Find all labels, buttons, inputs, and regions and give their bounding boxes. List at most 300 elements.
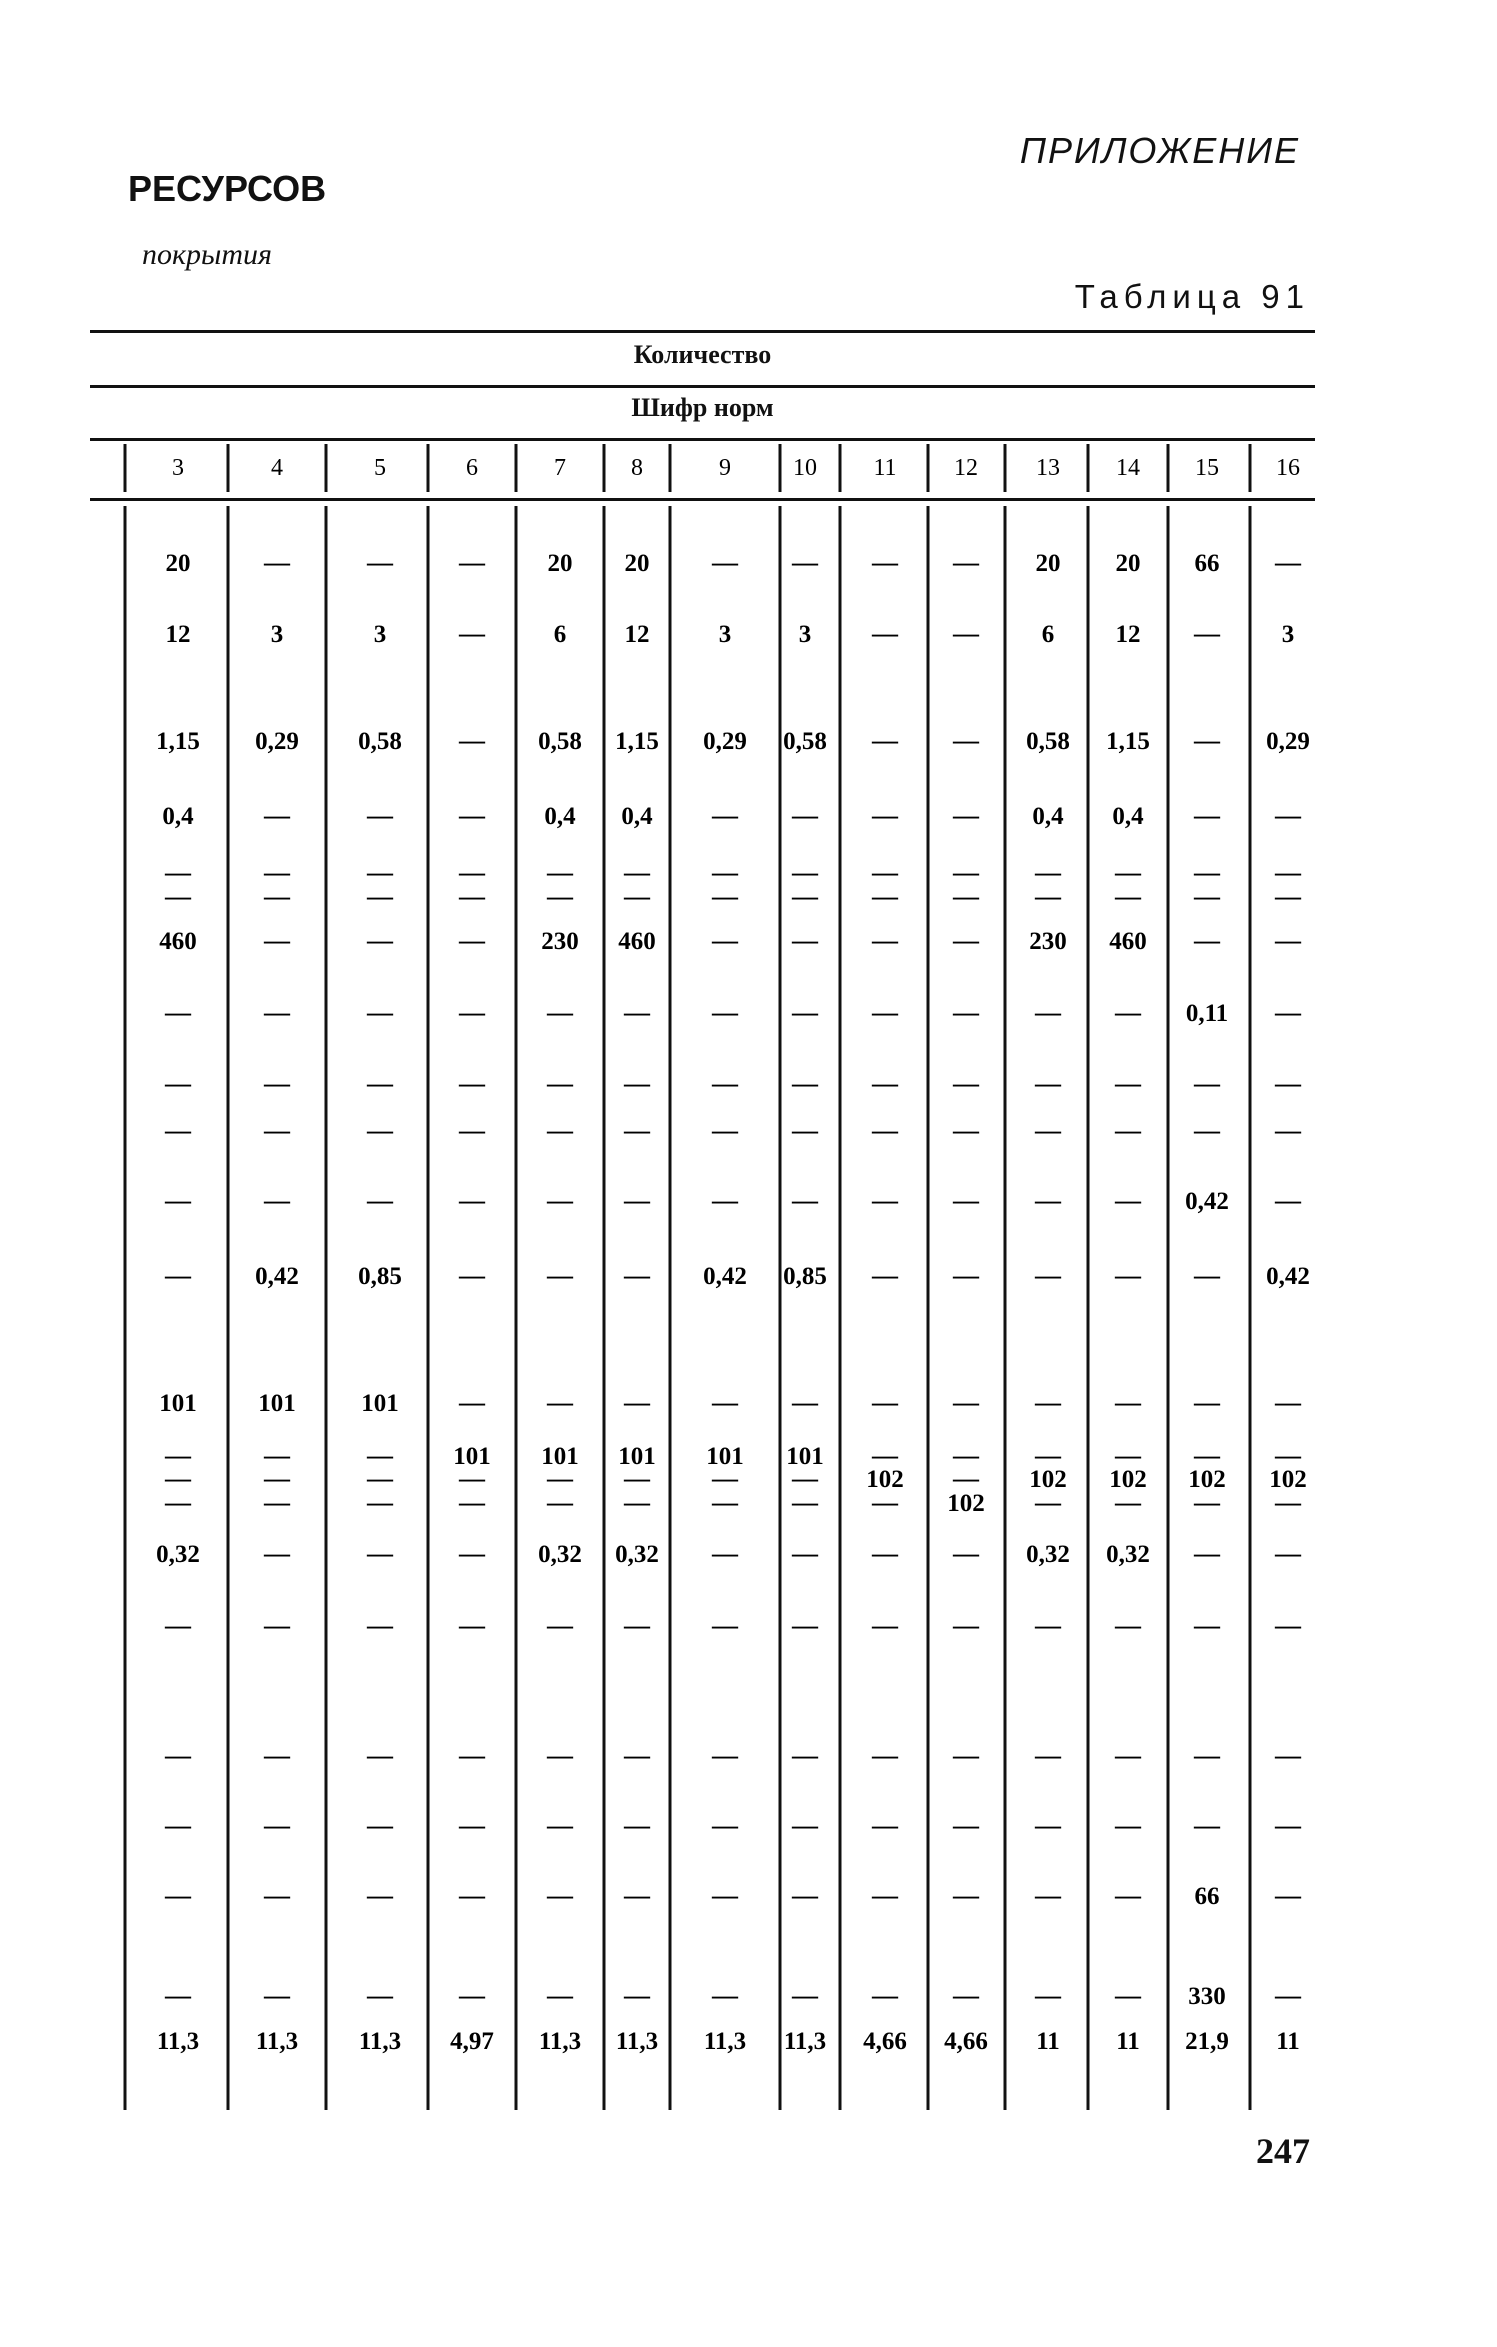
table-cell-dash: — <box>1275 1186 1301 1215</box>
table-cell: 20 <box>1035 550 1061 577</box>
table-cell-dash: — <box>367 882 393 911</box>
table-cell-dash: — <box>624 1186 650 1215</box>
table-cell: 11,3 <box>538 2028 582 2055</box>
table-cell-dash: — <box>367 1441 393 1470</box>
table-cell: 12 <box>165 621 191 648</box>
table-cell-dash: — <box>624 998 650 1027</box>
table-cell-dash: — <box>792 1881 818 1910</box>
table-cell: 66 <box>1194 1883 1220 1910</box>
table-cell-dash: — <box>712 998 738 1027</box>
table-cell-dash: — <box>624 858 650 887</box>
table-cell: 3 <box>373 621 387 648</box>
table-cell: 101 <box>706 1443 744 1470</box>
table-cell-dash: — <box>712 858 738 887</box>
table-cell-dash: — <box>165 1116 191 1145</box>
table-cell-dash: — <box>459 801 485 830</box>
table-cell-dash: — <box>1194 1388 1220 1417</box>
table-cell-dash: — <box>264 1881 290 1910</box>
table-cell: 6 <box>553 621 567 648</box>
table-cell-dash: — <box>367 1186 393 1215</box>
table-cell-dash: — <box>367 1539 393 1568</box>
table-cell: 20 <box>165 550 191 577</box>
table-cell-dash: — <box>1275 1741 1301 1770</box>
table-cell: 11,3 <box>156 2028 200 2055</box>
table-cell-dash: — <box>1115 1981 1141 2010</box>
table-cell-dash: — <box>712 1388 738 1417</box>
table-cell-dash: — <box>953 1441 979 1470</box>
table-cell-dash: — <box>712 926 738 955</box>
table-cell-dash: — <box>1275 1388 1301 1417</box>
table-cell-dash: — <box>872 1069 898 1098</box>
table-cell-dash: — <box>953 619 979 648</box>
table-cell-dash: — <box>367 1488 393 1517</box>
table-cell: 11 <box>1116 2028 1140 2055</box>
table-cell-dash: — <box>624 1811 650 1840</box>
table-cell-dash: — <box>547 858 573 887</box>
table-cell: 460 <box>618 928 656 955</box>
table-cell-dash: — <box>1035 1441 1061 1470</box>
table-cell-dash: — <box>459 882 485 911</box>
table-cell: 460 <box>1109 928 1147 955</box>
table-cell-dash: — <box>1115 1741 1141 1770</box>
table-cell: 3 <box>270 621 284 648</box>
table-cell-dash: — <box>1115 1261 1141 1290</box>
table-cell: 4,66 <box>944 2028 988 2055</box>
table-cell-dash: — <box>547 1981 573 2010</box>
table-cell-dash: — <box>547 1261 573 1290</box>
table-cell-dash: — <box>1035 1116 1061 1145</box>
table-cell-dash: — <box>792 1388 818 1417</box>
table-cell: 0,4 <box>621 803 653 830</box>
table-cell-dash: — <box>264 1539 290 1568</box>
table-cell: 0,29 <box>255 728 299 755</box>
table-cell-dash: — <box>264 926 290 955</box>
table-cell: 12 <box>1115 621 1141 648</box>
table-cell-dash: — <box>1035 1069 1061 1098</box>
table-cell-dash: — <box>624 1464 650 1493</box>
table-cell-dash: — <box>624 1488 650 1517</box>
table-cell-dash: — <box>547 1388 573 1417</box>
table-cell: 101 <box>453 1443 491 1470</box>
table-cell-dash: — <box>459 998 485 1027</box>
table-cell-dash: — <box>872 1388 898 1417</box>
table-cell-dash: — <box>547 998 573 1027</box>
table-cell: 0,4 <box>1032 803 1064 830</box>
table-cell-dash: — <box>1275 858 1301 887</box>
table-cell-dash: — <box>367 548 393 577</box>
table-cell-dash: — <box>712 1116 738 1145</box>
table-cell-dash: — <box>459 1488 485 1517</box>
table-cell-dash: — <box>792 1539 818 1568</box>
table-cell-dash: — <box>1035 1488 1061 1517</box>
table-cell-dash: — <box>547 1488 573 1517</box>
table-cell-dash: — <box>367 998 393 1027</box>
table-cell-dash: — <box>792 1611 818 1640</box>
table-cell-dash: — <box>712 882 738 911</box>
table-cell-dash: — <box>264 1488 290 1517</box>
table-cell-dash: — <box>459 1539 485 1568</box>
table-cell-dash: — <box>367 926 393 955</box>
table-cell: 1,15 <box>615 728 659 755</box>
table-cell-dash: — <box>872 882 898 911</box>
table-cell-dash: — <box>165 1069 191 1098</box>
table-cell-dash: — <box>953 926 979 955</box>
table-cell-dash: — <box>872 1186 898 1215</box>
table-cell-dash: — <box>459 1881 485 1910</box>
table-cell-dash: — <box>1275 926 1301 955</box>
table-cell: 0,32 <box>1026 1541 1070 1568</box>
table-cell-dash: — <box>872 548 898 577</box>
table-cell-dash: — <box>1194 1611 1220 1640</box>
table-cell: 0,32 <box>156 1541 200 1568</box>
table-cell-dash: — <box>264 1611 290 1640</box>
table-cell-dash: — <box>459 926 485 955</box>
table-cell-dash: — <box>1115 1069 1141 1098</box>
table-cell-dash: — <box>264 858 290 887</box>
table-cell-dash: — <box>1115 1611 1141 1640</box>
table-cell-dash: — <box>1194 726 1220 755</box>
table-cell: 0,11 <box>1185 1000 1229 1027</box>
table-cell-dash: — <box>1115 858 1141 887</box>
table-cell-dash: — <box>792 1069 818 1098</box>
table-cell-dash: — <box>712 1488 738 1517</box>
table-cell-dash: — <box>459 1741 485 1770</box>
table-cell-dash: — <box>953 801 979 830</box>
table-cell: 20 <box>624 550 650 577</box>
table-cell-dash: — <box>367 1881 393 1910</box>
table-cell-dash: — <box>264 882 290 911</box>
table-cell-dash: — <box>1035 1186 1061 1215</box>
column-header-6: 6 <box>466 455 478 481</box>
table-cell-dash: — <box>264 1981 290 2010</box>
table-cell-dash: — <box>792 1488 818 1517</box>
table-cell: 11,3 <box>255 2028 299 2055</box>
table-cell: 0,42 <box>255 1263 299 1290</box>
table-cell: 0,42 <box>1185 1188 1229 1215</box>
table-cell-dash: — <box>1275 1811 1301 1840</box>
table-cell-dash: — <box>712 1464 738 1493</box>
table-cell: 4,97 <box>450 2028 494 2055</box>
table-cell-dash: — <box>1194 1741 1220 1770</box>
table-cell-dash: — <box>459 619 485 648</box>
table-cell-dash: — <box>547 1881 573 1910</box>
table-cell-dash: — <box>547 1464 573 1493</box>
table-cell-dash: — <box>1194 619 1220 648</box>
table-cell-dash: — <box>624 1261 650 1290</box>
table-cell-dash: — <box>1275 548 1301 577</box>
table-cell: 1,15 <box>156 728 200 755</box>
table-cell-dash: — <box>1035 858 1061 887</box>
page-title: РЕСУРСОВ <box>128 168 327 209</box>
table-cell-dash: — <box>1194 858 1220 887</box>
table-cell: 230 <box>1029 928 1067 955</box>
table-cell-dash: — <box>165 1441 191 1470</box>
table-cell-dash: — <box>712 801 738 830</box>
table-cell: 11,3 <box>703 2028 747 2055</box>
table-cell-dash: — <box>1035 998 1061 1027</box>
table-cell-dash: — <box>1194 1116 1220 1145</box>
column-header-13: 13 <box>1036 455 1060 481</box>
column-header-12: 12 <box>954 455 978 481</box>
table-cell-dash: — <box>165 858 191 887</box>
table-cell: 0,29 <box>1266 728 1310 755</box>
table-cell: 101 <box>159 1390 197 1417</box>
table-cell-dash: — <box>459 548 485 577</box>
table-cell: 6 <box>1041 621 1055 648</box>
page-number: 247 <box>1256 2131 1310 2171</box>
table-cell: 1,15 <box>1106 728 1150 755</box>
table-cell-dash: — <box>1275 1611 1301 1640</box>
table-cell-dash: — <box>953 1464 979 1493</box>
table-cell-dash: — <box>624 882 650 911</box>
table-cell-dash: — <box>953 1069 979 1098</box>
table-cell-dash: — <box>1115 882 1141 911</box>
table-cell-dash: — <box>872 1488 898 1517</box>
table-cell-dash: — <box>459 858 485 887</box>
page-subtitle: покрытия <box>142 238 272 271</box>
table-cell: 11 <box>1036 2028 1060 2055</box>
table-cell-dash: — <box>792 998 818 1027</box>
table-cell-dash: — <box>1115 1116 1141 1145</box>
table-cell-dash: — <box>547 882 573 911</box>
table-cell: 4,66 <box>863 2028 907 2055</box>
table-label: Таблица 91 <box>1074 278 1310 315</box>
table-cell-dash: — <box>264 801 290 830</box>
table-cell: 0,58 <box>1026 728 1070 755</box>
table-cell: 102 <box>947 1490 985 1517</box>
table-cell-dash: — <box>872 858 898 887</box>
table-cell-dash: — <box>264 998 290 1027</box>
table-cell-dash: — <box>872 926 898 955</box>
table-cell: 0,42 <box>703 1263 747 1290</box>
table-cell-dash: — <box>953 1811 979 1840</box>
table-cell-dash: — <box>1194 1441 1220 1470</box>
table-cell-dash: — <box>792 882 818 911</box>
table-cell-dash: — <box>264 548 290 577</box>
table-cell-dash: — <box>1275 1116 1301 1145</box>
table-cell-dash: — <box>872 1539 898 1568</box>
table-cell-dash: — <box>367 1464 393 1493</box>
table-cell-dash: — <box>1275 998 1301 1027</box>
table-cell: 11,3 <box>615 2028 659 2055</box>
column-header-8: 8 <box>631 455 643 481</box>
table-cell-dash: — <box>872 1116 898 1145</box>
table-cell-dash: — <box>792 1464 818 1493</box>
table-cell-dash: — <box>367 1611 393 1640</box>
column-header-15: 15 <box>1195 455 1219 481</box>
table-cell-dash: — <box>712 548 738 577</box>
column-header-7: 7 <box>554 455 566 481</box>
table-cell: 0,85 <box>358 1263 402 1290</box>
table-cell-dash: — <box>712 1741 738 1770</box>
table-cell-dash: — <box>165 1611 191 1640</box>
table-cell-dash: — <box>459 1069 485 1098</box>
table-cell-dash: — <box>953 1116 979 1145</box>
table-cell-dash: — <box>264 1069 290 1098</box>
table-cell-dash: — <box>872 1981 898 2010</box>
table-cell-dash: — <box>1194 1069 1220 1098</box>
table-cell: 101 <box>258 1390 296 1417</box>
table-cell-dash: — <box>792 926 818 955</box>
table-cell-dash: — <box>264 1116 290 1145</box>
table-cell-dash: — <box>953 1881 979 1910</box>
table-cell-dash: — <box>1194 1488 1220 1517</box>
table-cell: 0,32 <box>615 1541 659 1568</box>
table-cell-dash: — <box>1275 882 1301 911</box>
table-cell-dash: — <box>1194 926 1220 955</box>
table-cell-dash: — <box>953 1186 979 1215</box>
table-cell-dash: — <box>165 882 191 911</box>
table-cell-dash: — <box>165 1981 191 2010</box>
table-cell-dash: — <box>1194 882 1220 911</box>
table-cell-dash: — <box>1115 1186 1141 1215</box>
table-cell: 102 <box>1109 1466 1147 1493</box>
table-cell: 0,4 <box>1112 803 1144 830</box>
table-cell-dash: — <box>953 1539 979 1568</box>
column-header-9: 9 <box>719 455 731 481</box>
table-cell-dash: — <box>1115 1388 1141 1417</box>
table-cell: 11,3 <box>358 2028 402 2055</box>
table-cell: 101 <box>786 1443 824 1470</box>
table-cell: 0,58 <box>538 728 582 755</box>
table-cell-dash: — <box>624 1741 650 1770</box>
table-cell-dash: — <box>264 1441 290 1470</box>
table-cell-dash: — <box>953 548 979 577</box>
table-cell-dash: — <box>547 1069 573 1098</box>
table-cell-dash: — <box>367 1069 393 1098</box>
table-cell-dash: — <box>872 1811 898 1840</box>
table-cell: 102 <box>1188 1466 1226 1493</box>
table-cell-dash: — <box>953 726 979 755</box>
table-cell-dash: — <box>459 1261 485 1290</box>
table-cell-dash: — <box>792 1981 818 2010</box>
table-cell-dash: — <box>264 1741 290 1770</box>
column-header-10: 10 <box>793 455 817 481</box>
table-cell-dash: — <box>792 548 818 577</box>
table-cell: 0,58 <box>783 728 827 755</box>
table-cell: 11 <box>1276 2028 1300 2055</box>
table-cell: 0,4 <box>162 803 194 830</box>
table-cell-dash: — <box>459 1611 485 1640</box>
table-cell-dash: — <box>264 1186 290 1215</box>
table-cell: 21,9 <box>1185 2028 1229 2055</box>
table-cell-dash: — <box>547 1741 573 1770</box>
table-cell-dash: — <box>1275 1069 1301 1098</box>
table-cell-dash: — <box>953 1611 979 1640</box>
table-cell-dash: — <box>953 1388 979 1417</box>
table-cell-dash: — <box>367 1981 393 2010</box>
table-cell-dash: — <box>1035 1811 1061 1840</box>
table-cell-dash: — <box>872 998 898 1027</box>
table-cell-dash: — <box>459 1981 485 2010</box>
table-cell: 230 <box>541 928 579 955</box>
table-cell-dash: — <box>953 1981 979 2010</box>
table-cell: 20 <box>1115 550 1141 577</box>
table-cell-dash: — <box>1194 1811 1220 1840</box>
table-cell-dash: — <box>1115 1811 1141 1840</box>
table-cell: 102 <box>1269 1466 1307 1493</box>
table-cell-dash: — <box>459 726 485 755</box>
table-cell-dash: — <box>872 1261 898 1290</box>
table-cell-dash: — <box>264 1464 290 1493</box>
table-cell-dash: — <box>165 1881 191 1910</box>
table-cell: 0,4 <box>544 803 576 830</box>
column-header-16: 16 <box>1276 455 1300 481</box>
column-header-11: 11 <box>873 455 897 481</box>
table-cell-dash: — <box>1275 1441 1301 1470</box>
table-cell-dash: — <box>367 1811 393 1840</box>
table-cell: 3 <box>718 621 732 648</box>
table-cell-dash: — <box>1035 1981 1061 2010</box>
table-cell-dash: — <box>792 1811 818 1840</box>
table-cell: 101 <box>541 1443 579 1470</box>
table-cell: 3 <box>1281 621 1295 648</box>
table-cell-dash: — <box>165 1811 191 1840</box>
table-cell: 66 <box>1194 550 1220 577</box>
table-cell-dash: — <box>1275 1981 1301 2010</box>
table-cell: 101 <box>361 1390 399 1417</box>
table-cell-dash: — <box>165 1488 191 1517</box>
table-cell-dash: — <box>872 1741 898 1770</box>
table-cell-dash: — <box>953 1261 979 1290</box>
table-cell-dash: — <box>547 1186 573 1215</box>
table-cell-dash: — <box>872 619 898 648</box>
table-cell-dash: — <box>1275 1539 1301 1568</box>
table-cell-dash: — <box>547 1611 573 1640</box>
table-cell: 20 <box>547 550 573 577</box>
table-cell: 102 <box>866 1466 904 1493</box>
table-cell-dash: — <box>1115 1441 1141 1470</box>
table-cell: 330 <box>1188 1983 1226 2010</box>
table-cell: 0,42 <box>1266 1263 1310 1290</box>
table-cell-dash: — <box>624 1981 650 2010</box>
table-cell-dash: — <box>872 1611 898 1640</box>
table-cell: 0,32 <box>1106 1541 1150 1568</box>
table-cell-dash: — <box>712 1069 738 1098</box>
table-cell-dash: — <box>459 1464 485 1493</box>
table-cell-dash: — <box>1035 1611 1061 1640</box>
table-cell-dash: — <box>1194 1261 1220 1290</box>
table-cell-dash: — <box>459 1388 485 1417</box>
table-cell-dash: — <box>1194 801 1220 830</box>
table-cell: 12 <box>624 621 650 648</box>
table-cell: 460 <box>159 928 197 955</box>
table-cell-dash: — <box>712 1811 738 1840</box>
table-cell-dash: — <box>872 726 898 755</box>
table-cell-dash: — <box>1115 998 1141 1027</box>
table-cell-dash: — <box>792 1741 818 1770</box>
table-cell-dash: — <box>712 1186 738 1215</box>
appendix-heading: ПРИЛОЖЕНИЕ <box>1019 130 1300 171</box>
column-header-5: 5 <box>374 455 386 481</box>
column-header-3: 3 <box>172 455 184 481</box>
table-cell-dash: — <box>165 998 191 1027</box>
table-cell-dash: — <box>953 998 979 1027</box>
table-cell-dash: — <box>624 1069 650 1098</box>
table-cell: 101 <box>618 1443 656 1470</box>
table-cell-dash: — <box>264 1811 290 1840</box>
table-cell-dash: — <box>1035 1261 1061 1290</box>
table-cell: 0,58 <box>358 728 402 755</box>
table-cell-dash: — <box>953 858 979 887</box>
table-cell-dash: — <box>872 1881 898 1910</box>
table-cell: 0,29 <box>703 728 747 755</box>
table-cell-dash: — <box>367 1741 393 1770</box>
table-cell-dash: — <box>1115 1881 1141 1910</box>
table-cell-dash: — <box>459 1811 485 1840</box>
table-cell-dash: — <box>624 1116 650 1145</box>
table-cell-dash: — <box>792 801 818 830</box>
